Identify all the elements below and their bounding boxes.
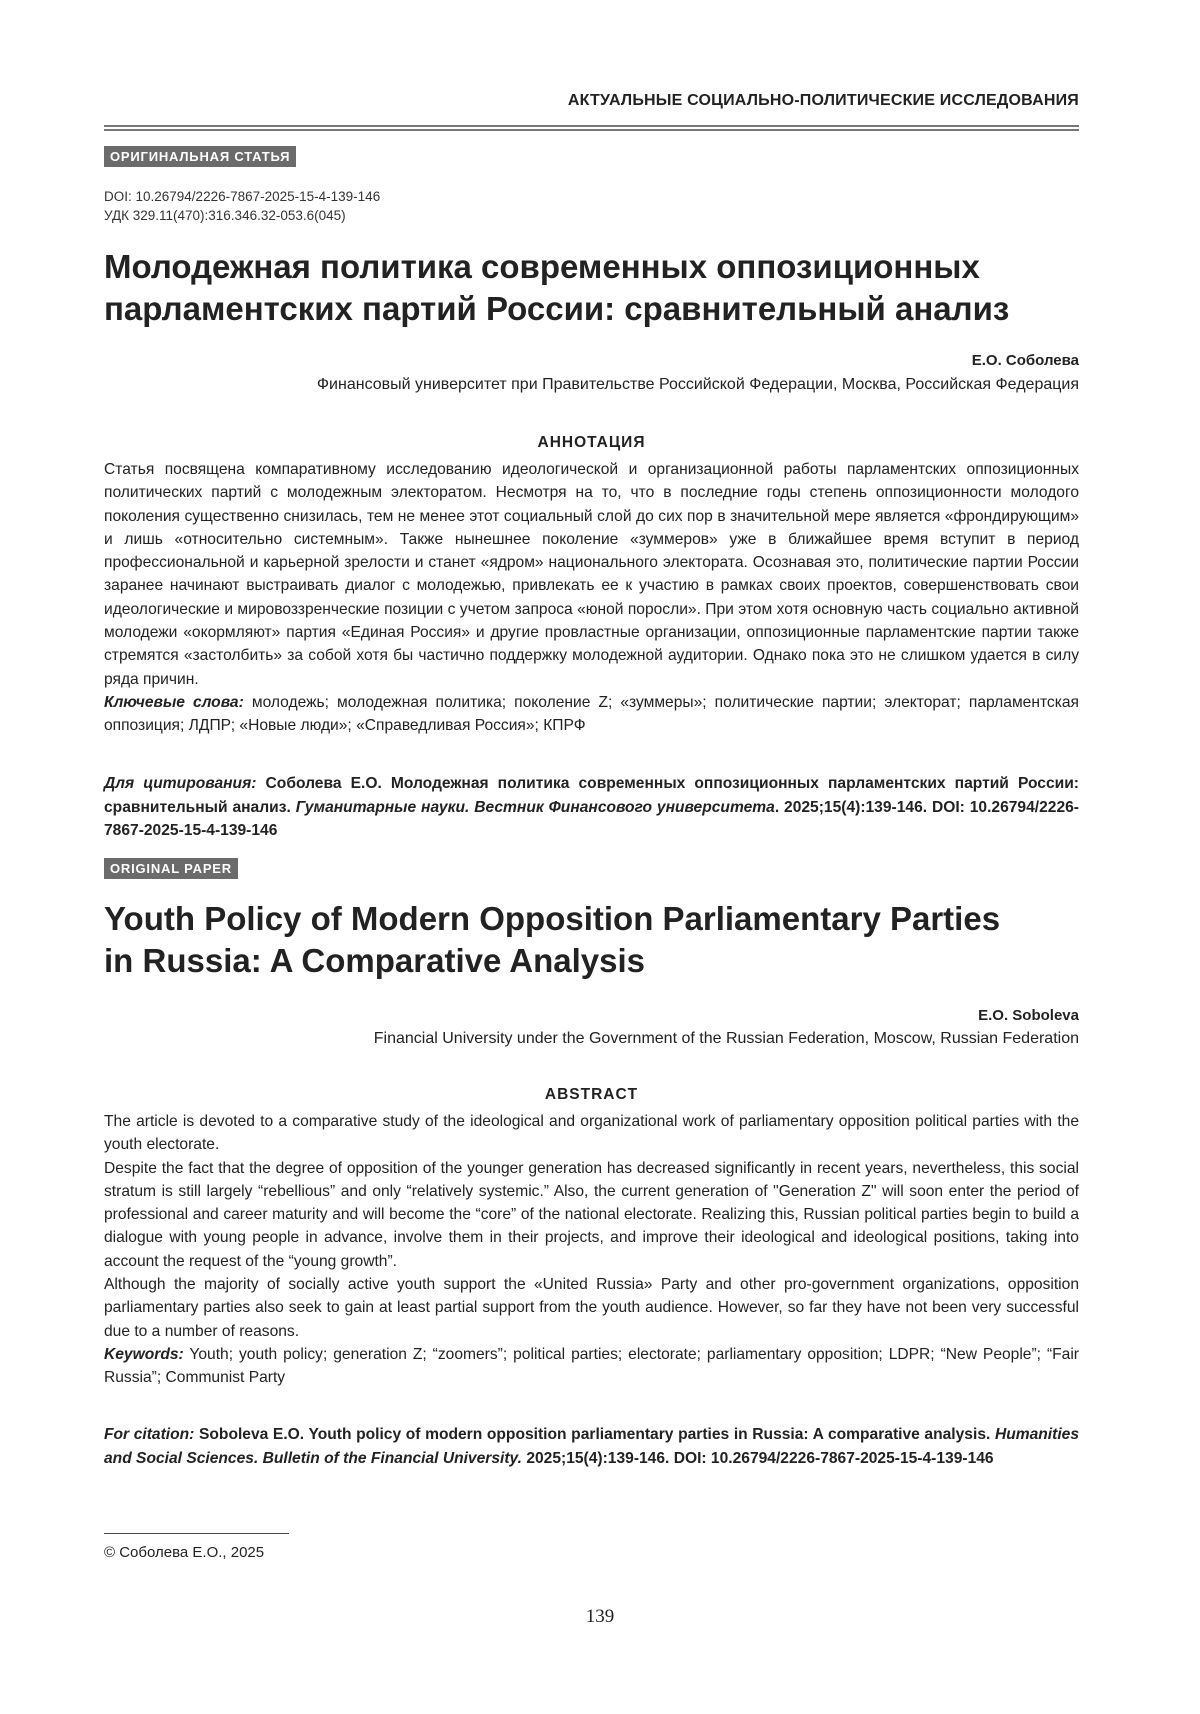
article-title-ru: Молодежная политика современных оппозиционных парламентских партий России: сравнительный анализ	[104, 246, 1084, 330]
udk: УДК 329.11(470):316.346.32-053.6(045)	[104, 206, 380, 225]
abstract-heading-en: ABSTRACT	[104, 1086, 1079, 1104]
affiliation-en: Financial University under the Government of the Russian Federation, Moscow, Russian Federation	[104, 1027, 1079, 1051]
abstract-en: The article is devoted to a comparative study of the ideological and organizational work of parliamentary opposition political parties with the youth electorate. Despite the fact that the degree of opposition of the younger generation has decreased significantly in recent years, nevertheless, this social stratum is still largely “rebellious” and only “relatively systemic.” Also, the current generation of "Generation Z" will soon enter the period of professional and career maturity and will become the “core” of the national electorate. Realizing this, Russian political parties begin to build a dialogue with young people in advance, involve them in their projects, and improve their ideological and ideological positions, taking into account the request of the “young growth”. Although the majority of socially active youth support the «United Russia» Party and other pro-government organizations, opposition parliamentary parties also seek to gain at least partial support from the youth audience. However, so far they have not been very successful due to a number of reasons. Keywords: Youth; youth policy; generation Z; “zoomers”; political parties; electorate; parliamentary opposition; LDPR; “New People”; “Fair Russia”; Communist Party	[104, 1110, 1079, 1390]
keywords-ru: Ключевые слова: молодежь; молодежная политика; поколение Z; «зуммеры»; политические партии; электорат; парламентская оппозиция; ЛДПР; «Новые люди»; «Справедливая Россия»; КПРФ	[104, 691, 1079, 738]
page-number: 139	[0, 1606, 1200, 1628]
affiliation-ru: Финансовый университет при Правительстве Российской Федерации, Москва, Российская Федерация	[104, 373, 1079, 397]
footnote-rule	[104, 1533, 289, 1534]
abstract-heading-ru: АННОТАЦИЯ	[104, 434, 1079, 452]
abstract-ru	[104, 458, 1079, 738]
author-en: E.O. Soboleva	[104, 1004, 1079, 1028]
abstract-text: Статья посвящена компаративному исследованию идеологической и организационной работы парламентских оппозиционных политических партий с молодежным электоратом. Несмотря на то, что в последние годы степень оппозиционности молодого поколения существенно снизилась, тем не менее этот социальный слой до сих пор в значительной мере является «фрондирующим» и лишь «относительно системным». Также нынешнее поколение «зуммеров» уже в ближайшее время вступит в период профессиональной и карьерной зрелости и станет «ядром» национального электората. Осознавая это, политические партии России заранее начинают выстраивать диалог с молодежью, привлекать ее к участию в рамках своих проектов, совершенствовать свои идеологические и мировоззренческие позиции с учетом запроса «юной поросли». При этом хотя основную часть социально активной молодежи «окормляют» партия «Единая Россия» и другие провластные организации, оппозиционные парламентские партии также стремятся «застолбить» за собой хотя бы частично поддержку молодежной аудитории. Однако пока это не слишком удается в силу ряда причин.	[104, 458, 1079, 691]
article-type-badge-en: ORIGINAL PAPER	[104, 858, 238, 879]
article-type-badge: ОРИГИНАЛЬНАЯ СТАТЬЯ	[104, 146, 296, 167]
keywords-en: Keywords: Youth; youth policy; generation Z; “zoomers”; political parties; electorate; parliamentary opposition; LDPR; “New People”; “Fair Russia”; Communist Party	[104, 1343, 1079, 1390]
author-ru: Е.О. Соболева	[104, 349, 1079, 373]
citation-ru: Для цитирования: Соболева Е.О. Молодежная политика современных оппозиционных парламентских партий России: сравнительный анализ. Гуманитарные науки. Вестник Финансового университета. 2025;15(4):139-146. DOI: 10.26794/2226-7867-2025-15-4-139-146	[104, 772, 1079, 843]
header-rule	[104, 125, 1079, 131]
copyright-footnote: © Соболева Е.О., 2025	[104, 1544, 264, 1561]
running-header: АКТУАЛЬНЫЕ СОЦИАЛЬНО-ПОЛИТИЧЕСКИЕ ИССЛЕДОВАНИЯ	[104, 92, 1079, 110]
article-title-en: Youth Policy of Modern Opposition Parliamentary Parties in Russia: A Comparative Analysis	[104, 898, 1004, 982]
citation-en: For citation: Soboleva E.O. Youth policy of modern opposition parliamentary parties in Russia: A comparative analysis. Humanities and Social Sciences. Bulletin of the Financial University. 2025;15(4):139-146. DOI: 10.26794/2226-7867-2025-15-4-139-146	[104, 1423, 1079, 1470]
doi: DOI: 10.26794/2226-7867-2025-15-4-139-146	[104, 187, 380, 206]
